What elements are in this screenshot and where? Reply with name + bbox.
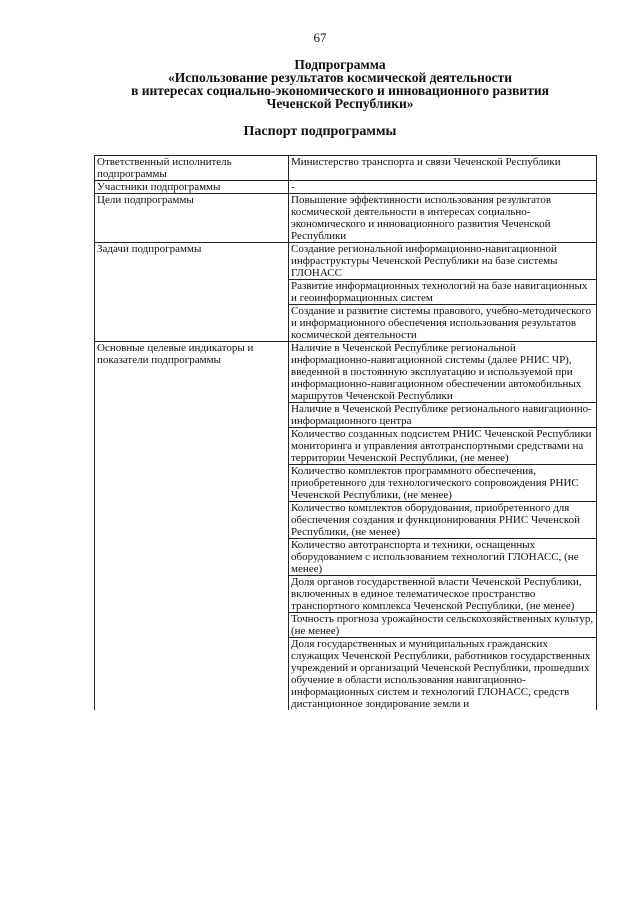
title-line: «Использование результатов космической деятельности <box>168 70 512 85</box>
row-value: Количество комплектов программного обеспечения, приобретенного для технологического сопровождения РНИС Чеченской Республики, (не менее) <box>289 465 597 502</box>
row-value: Повышение эффективности использования результатов космической деятельности в интересах социально-экономического и инновационного развития Чеченской Республики <box>289 194 597 243</box>
row-value: Доля органов государственной власти Чеченской Республики, включенных в единое телематическое пространство транспортного комплекса Чеченской Республики, (не менее) <box>289 576 597 613</box>
title-line: Чеченской Республики» <box>266 96 414 111</box>
row-value: Доля государственных и муниципальных гражданских служащих Чеченской Республики, работников государственных учреждений и организаций Чеченской Республики, прошедших обучение в области использования навигационно-информационных систем и технологий ГЛОНАСС, средств дистанционное зондирование земли и <box>289 638 597 711</box>
table-row <box>95 194 597 243</box>
row-value: Создание региональной информационно-навигационной инфраструктуры Чеченской Республики на базе системы ГЛОНАСС <box>289 243 597 280</box>
row-label: Участники подпрограммы <box>95 181 289 194</box>
passport-heading: Паспорт подпрограммы <box>243 124 397 139</box>
row-value: Количество комплектов оборудования, приобретенного для обеспечения создания и функционирования РНИС Чеченской Республики, (не менее) <box>289 502 597 539</box>
row-value: Наличие в Чеченской Республике региональной информационно-навигационной системы (далее РНИС ЧР), введенной в постоянную эксплуатацию и используемой при информационно-навигационном обеспечении автомобильных маршрутов Чеченской Республики <box>289 342 597 403</box>
row-value: Количество автотранспорта и техники, оснащенных оборудованием с использованием технологий ГЛОНАСС, (не менее) <box>289 539 597 576</box>
row-label: Ответственный исполнитель подпрограммы <box>95 156 289 181</box>
row-value: Создание и развитие системы правового, учебно-методического и информационного обеспечения использования результатов космической деятельности <box>289 305 597 342</box>
table-row <box>95 181 597 194</box>
row-value: - <box>289 181 597 194</box>
row-value: Точность прогноза урожайности сельскохозяйственных культур, (не менее) <box>289 613 597 638</box>
title-line: Подпрограмма <box>294 57 386 72</box>
row-label: Основные целевые индикаторы и показатели подпрограммы <box>95 342 289 711</box>
row-value: Наличие в Чеченской Республике регионального навигационно-информационного центра <box>289 403 597 428</box>
table-row <box>95 342 597 403</box>
subprogram-title <box>60 58 620 110</box>
row-label: Цели подпрограммы <box>95 194 289 243</box>
row-value: Количество созданных подсистем РНИС Чеченской Республики мониторинга и управления автотранспортными средствами на территории Чеченской Республики, (не менее) <box>289 428 597 465</box>
row-value: Развитие информационных технологий на базе навигационных и геоинформационных систем <box>289 280 597 305</box>
page-number: 67 <box>313 30 327 45</box>
table-row <box>95 156 597 181</box>
passport-table <box>94 155 597 710</box>
title-line: в интересах социально-экономического и инновационного развития <box>131 83 549 98</box>
row-value: Министерство транспорта и связи Чеченской Республики <box>289 156 597 181</box>
table-row <box>95 243 597 280</box>
row-label: Задачи подпрограммы <box>95 243 289 342</box>
